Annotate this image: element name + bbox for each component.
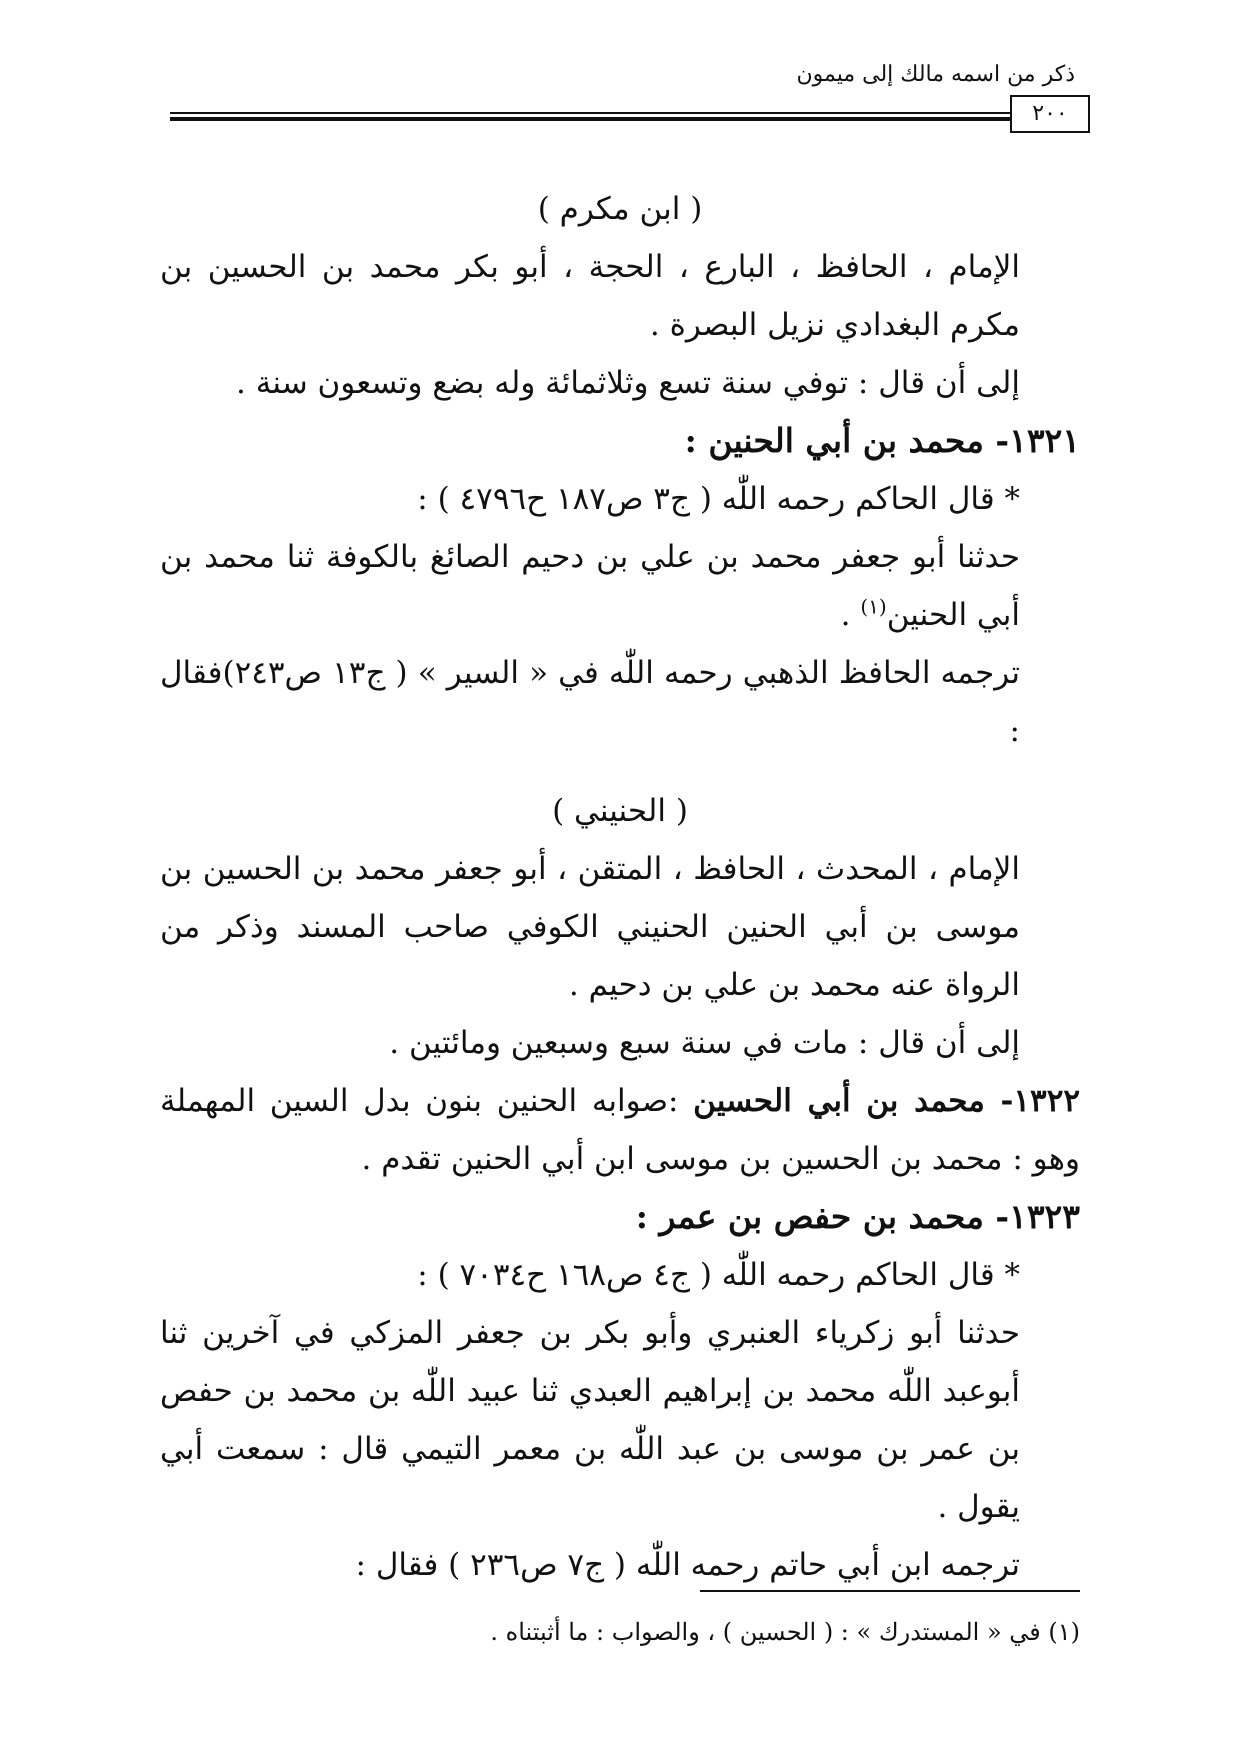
entry-text: :صوابه الحنين بنون بدل السين المهملة وهو : محمد بن الحسين بن موسى ابن أبي الحنين تقدم . [160, 1083, 1080, 1177]
paragraph: حدثنا أبو زكرياء العنبري وأبو بكر بن جعفر المزكي في آخرين ثنا أبوعبد اللّٰه محمد بن إبراهيم العبدي ثنا عبيد اللّٰه بن محمد بن حفص بن عمر بن موسى بن عبد اللّٰه بن معمر التيمي قال : سمعت أبي يقول . [160, 1315, 1020, 1525]
paragraph [160, 528, 1080, 644]
paragraph: الإمام ، المحدث ، الحافظ ، المتقن ، أبو جعفر محمد بن الحسين بن موسى بن أبي الحنين الحنيني الكوفي صاحب المسند وذكر من الرواة عنه محمد بن علي بن دحيم . [160, 851, 1020, 1003]
section-title-ibn-mukram: ( ابن مكرم ) [537, 191, 703, 227]
paragraph: إلى أن قال : مات في سنة سبع وسبعين ومائتين . [389, 1025, 1020, 1061]
page-number: ٢٠٠ [1010, 95, 1090, 133]
entry-heading-1322: ١٣٢٢- محمد بن أبي الحسين [693, 1083, 1081, 1119]
paragraph-end: . [840, 597, 861, 633]
section-title-hunaini: ( الحنيني ) [552, 793, 688, 829]
main-text [160, 180, 1080, 1594]
footnote-mark: (١) [1048, 1618, 1080, 1646]
paragraph-text: حدثنا أبو جعفر محمد بن علي بن دحيم الصائغ بالكوفة ثنا محمد بن أبي الحنين [160, 539, 1020, 633]
footnote-separator [700, 1590, 1080, 1592]
entry-heading-1323: ١٣٢٣- محمد بن حفص بن عمر : [635, 1197, 1080, 1236]
footnote [160, 1612, 1080, 1652]
entry-1322 [160, 1072, 1080, 1188]
paragraph: ترجمه الحافظ الذهبي رحمه اللّٰه في « السير » ( ج١٣ ص٢٤٣)فقال : [160, 655, 1020, 749]
paragraph: * قال الحاكم رحمه اللّٰه ( ج٣ ص١٨٧ ح٤٧٩٦ ) : [417, 481, 1020, 517]
header-rule [170, 112, 1090, 121]
paragraph: ترجمه ابن أبي حاتم رحمه اللّٰه ( ج٧ ص٢٣٦ ) فقال : [355, 1547, 1020, 1583]
running-title: ذكر من اسمه مالك إلى ميمون [796, 62, 1075, 87]
footnote-text: في « المستدرك » : ( الحسين ) ، والصواب : ما أثبتناه . [490, 1618, 1049, 1646]
paragraph: إلى أن قال : توفي سنة تسع وثلاثمائة وله بضع وتسعون سنة . [236, 365, 1020, 401]
paragraph: الإمام ، الحافظ ، البارع ، الحجة ، أبو بكر محمد بن الحسين بن مكرم البغدادي نزيل البصرة . [160, 249, 1020, 343]
spacer [160, 760, 1080, 782]
paragraph: * قال الحاكم رحمه اللّٰه ( ج٤ ص١٦٨ ح٧٠٣٤ ) : [417, 1257, 1020, 1293]
entry-heading-1321: ١٣٢١- محمد بن أبي الحنين : [684, 421, 1080, 460]
footnote-reference: (١) [860, 594, 887, 619]
